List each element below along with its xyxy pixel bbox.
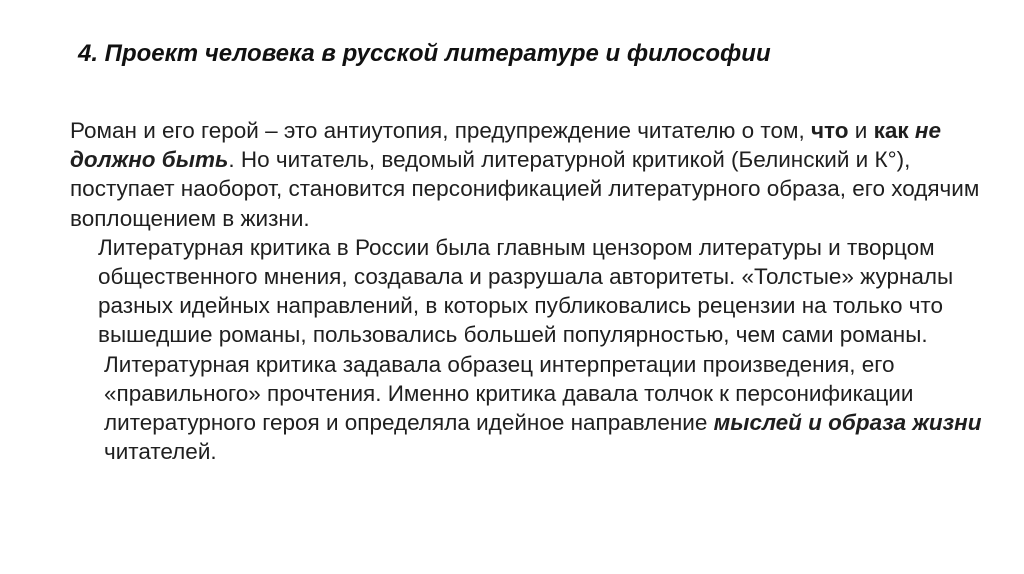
paragraph-3 bbox=[52, 350, 992, 467]
p1-bold-italic-phrase: не должно быть bbox=[70, 118, 941, 173]
p1-text-1: Роман и его герой – это антиутопия, предупреждение читателю о том, bbox=[70, 118, 811, 143]
p1-bold-what: что bbox=[810, 118, 849, 143]
p1-text-4: . Но читатель, ведомый литературной критикой (Белинский и К°), поступает наоборот, становится персонификацией литературного образа, его ходячим воплощением в жизни. bbox=[70, 147, 980, 231]
slide-body bbox=[52, 116, 992, 466]
p3-bold-italic-phrase: мыслей и образа жизни bbox=[713, 410, 982, 436]
p1-bold-how: как bbox=[873, 118, 909, 143]
paragraph-1 bbox=[52, 116, 992, 233]
p3-text-1: Литературная критика задавала образец интерпретации произведения, его «правильного» прочтения. Именно критика давала толчок к персонификации литературного героя и определяла идейное направление bbox=[104, 351, 914, 436]
slide-title: 4. Проект человека в русской литературе и философии bbox=[78, 40, 771, 67]
p1-text-2: и bbox=[848, 118, 874, 143]
paragraph-2: Литературная критика в России была главным цензором литературы и творцом общественного мнения, создавала и разрушала авторитеты. «Толстые» журналы разных идейных направлений, в которых публиковались рецензии на только что вышедшие романы, пользовались большей популярностью, чем сами романы. bbox=[98, 234, 954, 348]
p3-text-2: читателей. bbox=[104, 439, 217, 465]
